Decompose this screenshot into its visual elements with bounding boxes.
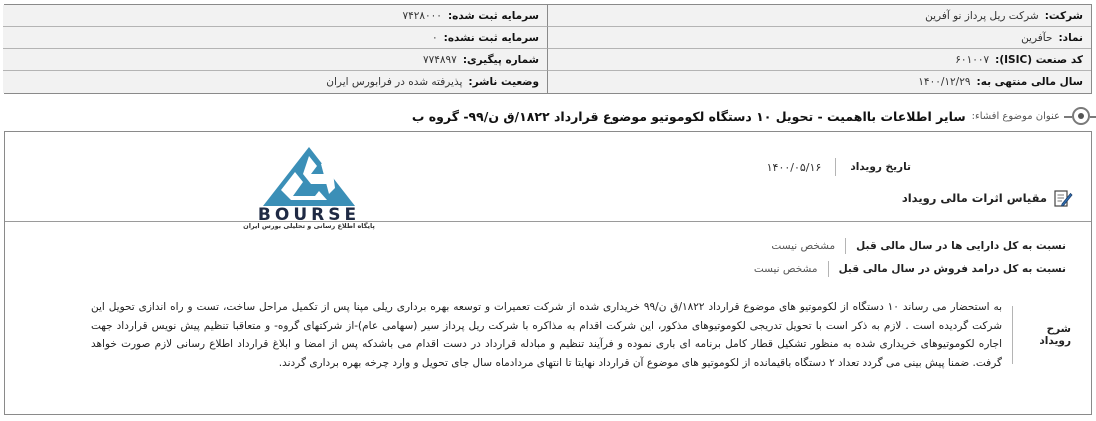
fiscal-year-label: سال مالی منتهی به: [976, 76, 1083, 88]
subject-title: سایر اطلاعات بااهمیت - تحویل ۱۰ دستگاه لکوموتیو موضوع قرارداد ۱۸۲۲/ق ن/۹۹- گروه ب [411, 108, 966, 124]
publisher-status-cell [3, 71, 547, 93]
event-description-row [83, 298, 1083, 372]
financial-section-title [902, 188, 1073, 208]
asset-ratio-label: نسبت به کل دارایی ها در سال مالی قبل [856, 240, 1066, 252]
symbol-value: حآفرین [1021, 31, 1053, 44]
revenue-ratio-label: نسبت به کل درامد فروش در سال مالی قبل [838, 263, 1066, 275]
fiscal-year-cell [547, 71, 1091, 93]
event-description-label: شرح رویداد [1039, 323, 1071, 347]
isic-cell [547, 49, 1091, 71]
company-cell [547, 5, 1091, 27]
publisher-status-value: پذیرفته شده در فرابورس ایران [326, 76, 463, 88]
event-date-value: ۱۴۰۰/۰۵/۱۶ [766, 160, 822, 174]
divider [5, 221, 1091, 222]
isic-value: ۶۰۱۰۰۷ [955, 53, 990, 66]
logo-caption: پایگاه اطلاع رسانی و تحلیلی بورس ایران [243, 222, 375, 230]
separator [845, 238, 846, 254]
company-info-table [4, 4, 1092, 94]
asset-ratio-value: مشخص نیست [771, 240, 836, 252]
separator [828, 261, 829, 277]
target-icon [1072, 107, 1090, 125]
logo-wordmark: BOURSE [257, 205, 361, 225]
company-value: شرکت ریل پرداز نو آفرین [925, 9, 1039, 22]
fiscal-year-value: ۱۴۰۰/۱۲/۲۹ [918, 76, 971, 88]
event-date-row [767, 158, 911, 176]
tracking-label: شماره پیگیری: [462, 53, 539, 66]
unregistered-capital-value: ۰ [432, 31, 438, 44]
revenue-ratio-value: مشخص نیست [753, 263, 818, 275]
isic-label: کد صنعت (ISIC): [995, 53, 1083, 66]
publisher-status-label: وضعیت ناشر: [468, 76, 539, 88]
registered-capital-cell [3, 5, 547, 27]
edit-document-icon [1053, 188, 1073, 208]
separator [1012, 306, 1013, 364]
subject-row [6, 106, 1090, 126]
event-description-text: به استحضار می رساند ۱۰ دستگاه از لکوموتیو های موضوع قرارداد ۱۸۲۲/ق ن/۹۹ خریداری شده از شرکت تعمیرات و توسعه بهره برداری ریلی مپنا پس از تکمیل مراحل ساخت، تست و راه اندازی تحویل این شرکت گردیده است . لازم به ذکر است با تحویل تدریجی لکوموتیوهای مذکور، این شرکت اقدام به مذاکره با شرکت ریل پرداز سیر (سهامی عام)-از شرکتهای گروه- و متعاقبا تنظیم پیش نویس قرارداد جهت اجاره لکوموتیوهای خریداری شده به منظور تشکیل قطار کامل برنامه ای باری نموده و فرآیند تنظیم و مبادله قرارداد در دست اقدام می باشدکه پس از امضا و ابلاغ قرارداد اطلاع رسانی لازم صورت خواهد گرفت. ضمنا پیش بینی می گردد تعداد ۲ دستگاه باقیمانده از لکوموتیو های موضوع آن قرارداد نهایتا تا انتهای مردادماه سال جای تحویل و وارد چرخه بهره برداری گردند. [91, 301, 1002, 369]
unregistered-capital-cell [3, 27, 547, 49]
asset-ratio-row [771, 238, 1066, 254]
company-label: شرکت: [1044, 9, 1083, 22]
subject-prefix: عنوان موضوع افشاء: [971, 110, 1060, 122]
symbol-cell [547, 27, 1091, 49]
registered-capital-value: ۷۴۲۸۰۰۰ [402, 9, 442, 22]
separator [835, 158, 836, 176]
symbol-label: نماد: [1058, 31, 1083, 44]
registered-capital-label: سرمایه ثبت شده: [447, 9, 539, 22]
tracking-cell [3, 49, 547, 71]
event-date-label: تاریخ رویداد [850, 161, 911, 173]
revenue-ratio-row [754, 261, 1066, 277]
event-panel [4, 131, 1092, 415]
unregistered-capital-label: سرمایه ثبت نشده: [443, 31, 539, 44]
financial-section-title-text: مقیاس اثرات مالی رویداد [901, 191, 1047, 205]
tracking-value: ۷۷۴۸۹۷ [422, 53, 457, 66]
